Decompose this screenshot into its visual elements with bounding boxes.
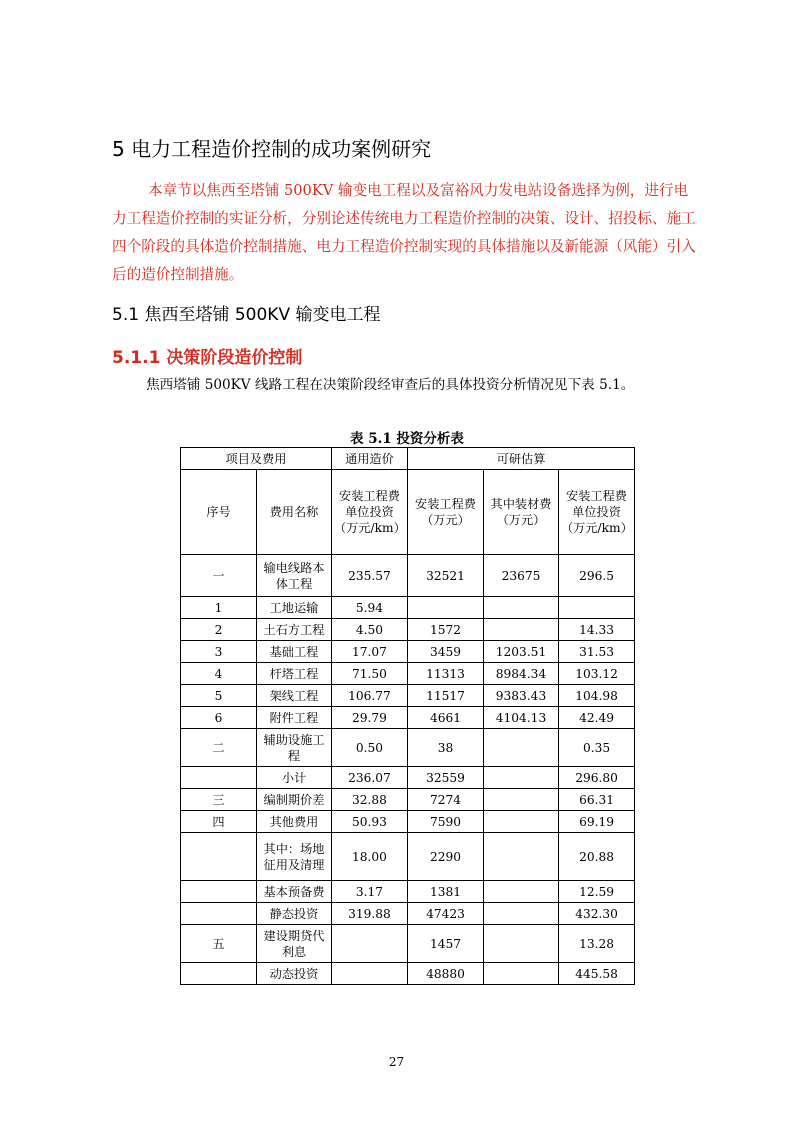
table-cell: 11517 [408, 685, 484, 707]
table-cell: 104.98 [559, 685, 635, 707]
table-cell: 13.28 [559, 925, 635, 963]
table-cell: 31.53 [559, 641, 635, 663]
investment-table [180, 447, 635, 985]
table-cell: 三 [181, 789, 257, 811]
table-cell: 50.93 [332, 811, 408, 833]
table-cell: 编制期价差 [257, 789, 332, 811]
table-cell: 4104.13 [484, 707, 559, 729]
table-cell: 1572 [408, 619, 484, 641]
header-cell: 项目及费用 [181, 448, 332, 470]
table-cell: 9383.43 [484, 685, 559, 707]
table-cell [408, 597, 484, 619]
table-cell [181, 881, 257, 903]
chapter-heading: 5 电力工程造价控制的成功案例研究 [112, 137, 432, 161]
table-cell [332, 925, 408, 963]
table-cell: 四 [181, 811, 257, 833]
table-cell: 0.35 [559, 729, 635, 767]
section-heading: 5.1 焦西至塔铺 500KV 输变电工程 [112, 305, 381, 325]
table-cell [484, 963, 559, 985]
table-body [181, 555, 635, 985]
header-cell: 通用造价 [332, 448, 408, 470]
table-cell: 432.30 [559, 903, 635, 925]
table-cell: 5 [181, 685, 257, 707]
table-header-row [181, 470, 635, 555]
table-cell: 3.17 [332, 881, 408, 903]
table-cell: 14.33 [559, 619, 635, 641]
table-row [181, 663, 635, 685]
table-cell: 小计 [257, 767, 332, 789]
table-cell: 2 [181, 619, 257, 641]
table-cell: 1203.51 [484, 641, 559, 663]
table-row [181, 685, 635, 707]
intro-paragraph: 本章节以焦西至塔铺 500KV 输变电工程以及富裕风力发电站设备选择为例，进行电力工程造价控制的实证分析，分别论述传统电力工程造价控制的决策、设计、招投标、施工四个阶段的具体造价控制措施、电力工程造价控制实现的具体措施以及新能源（风能）引入后的造价控制措施。 [112, 182, 696, 283]
table-cell: 18.00 [332, 833, 408, 881]
table-cell [484, 925, 559, 963]
table-cell: 235.57 [332, 555, 408, 597]
header-cell: 序号 [181, 470, 257, 555]
table-row [181, 641, 635, 663]
table-cell [484, 811, 559, 833]
header-cell: 其中装材费（万元） [484, 470, 559, 555]
table-row [181, 767, 635, 789]
table-cell: 32559 [408, 767, 484, 789]
table-cell: 基础工程 [257, 641, 332, 663]
table-cell: 工地运输 [257, 597, 332, 619]
table-cell: 236.07 [332, 767, 408, 789]
table-cell: 2290 [408, 833, 484, 881]
table-cell: 其中：场地征用及清理 [257, 833, 332, 881]
table-row [181, 833, 635, 881]
table-cell: 71.50 [332, 663, 408, 685]
header-cell: 费用名称 [257, 470, 332, 555]
table-cell: 23675 [484, 555, 559, 597]
table-cell: 32521 [408, 555, 484, 597]
table-cell: 8984.34 [484, 663, 559, 685]
table-cell: 11313 [408, 663, 484, 685]
table-row [181, 729, 635, 767]
table-cell: 17.07 [332, 641, 408, 663]
subsection-heading: 5.1.1 决策阶段造价控制 [112, 348, 303, 368]
page-number: 27 [388, 1055, 405, 1069]
table-cell [484, 903, 559, 925]
table-cell: 4.50 [332, 619, 408, 641]
table-cell: 建设期贷代利息 [257, 925, 332, 963]
header-cell: 安装工程费（万元） [408, 470, 484, 555]
table-row [181, 903, 635, 925]
table-cell [559, 597, 635, 619]
table-header-row [181, 448, 635, 470]
table-cell: 5.94 [332, 597, 408, 619]
table-cell [181, 903, 257, 925]
table-cell: 动态投资 [257, 963, 332, 985]
table-cell: 48880 [408, 963, 484, 985]
header-cell: 安装工程费单位投资（万元/km） [332, 470, 408, 555]
table-cell: 1 [181, 597, 257, 619]
table-cell: 1381 [408, 881, 484, 903]
table-row [181, 811, 635, 833]
table-cell: 7590 [408, 811, 484, 833]
table-cell: 7274 [408, 789, 484, 811]
table-cell [484, 619, 559, 641]
table-cell: 1457 [408, 925, 484, 963]
table-cell [181, 833, 257, 881]
table-cell [484, 789, 559, 811]
table-cell: 29.79 [332, 707, 408, 729]
table-cell [484, 767, 559, 789]
table-cell: 辅助设施工程 [257, 729, 332, 767]
table-cell: 319.88 [332, 903, 408, 925]
table-cell: 103.12 [559, 663, 635, 685]
table-cell: 二 [181, 729, 257, 767]
table-cell [484, 833, 559, 881]
table-cell: 0.50 [332, 729, 408, 767]
table-row [181, 707, 635, 729]
table-cell [181, 767, 257, 789]
table-cell [484, 597, 559, 619]
table-cell: 445.58 [559, 963, 635, 985]
table-cell: 42.49 [559, 707, 635, 729]
table-cell: 12.59 [559, 881, 635, 903]
table-cell [484, 881, 559, 903]
table-cell: 38 [408, 729, 484, 767]
table-cell: 4661 [408, 707, 484, 729]
table-cell: 296.5 [559, 555, 635, 597]
table-cell: 32.88 [332, 789, 408, 811]
table-row [181, 789, 635, 811]
table-row [181, 963, 635, 985]
table-cell: 杆塔工程 [257, 663, 332, 685]
header-cell: 安装工程费单位投资（万元/km） [559, 470, 635, 555]
body-paragraph: 焦西塔铺 500KV 线路工程在决策阶段经审查后的具体投资分析情况见下表 5.1。 [146, 377, 635, 393]
table-cell: 静态投资 [257, 903, 332, 925]
table-cell: 20.88 [559, 833, 635, 881]
table-cell: 106.77 [332, 685, 408, 707]
table-cell: 47423 [408, 903, 484, 925]
table-caption: 表 5.1 投资分析表 [350, 431, 464, 447]
table-cell: 土石方工程 [257, 619, 332, 641]
table-cell: 66.31 [559, 789, 635, 811]
table-cell: 一 [181, 555, 257, 597]
table-cell: 基本预备费 [257, 881, 332, 903]
table-cell: 输电线路本体工程 [257, 555, 332, 597]
table-row [181, 925, 635, 963]
table-cell: 五 [181, 925, 257, 963]
table-cell [484, 729, 559, 767]
table-cell [181, 963, 257, 985]
table-cell [332, 963, 408, 985]
table-row [181, 881, 635, 903]
table-cell: 附件工程 [257, 707, 332, 729]
table-row [181, 555, 635, 597]
table-cell: 296.80 [559, 767, 635, 789]
table-cell: 69.19 [559, 811, 635, 833]
table-cell: 3 [181, 641, 257, 663]
table-row [181, 597, 635, 619]
table-cell: 3459 [408, 641, 484, 663]
table-row [181, 619, 635, 641]
table-cell: 6 [181, 707, 257, 729]
header-cell: 可研估算 [408, 448, 635, 470]
table-cell: 4 [181, 663, 257, 685]
table-cell: 架线工程 [257, 685, 332, 707]
table-cell: 其他费用 [257, 811, 332, 833]
